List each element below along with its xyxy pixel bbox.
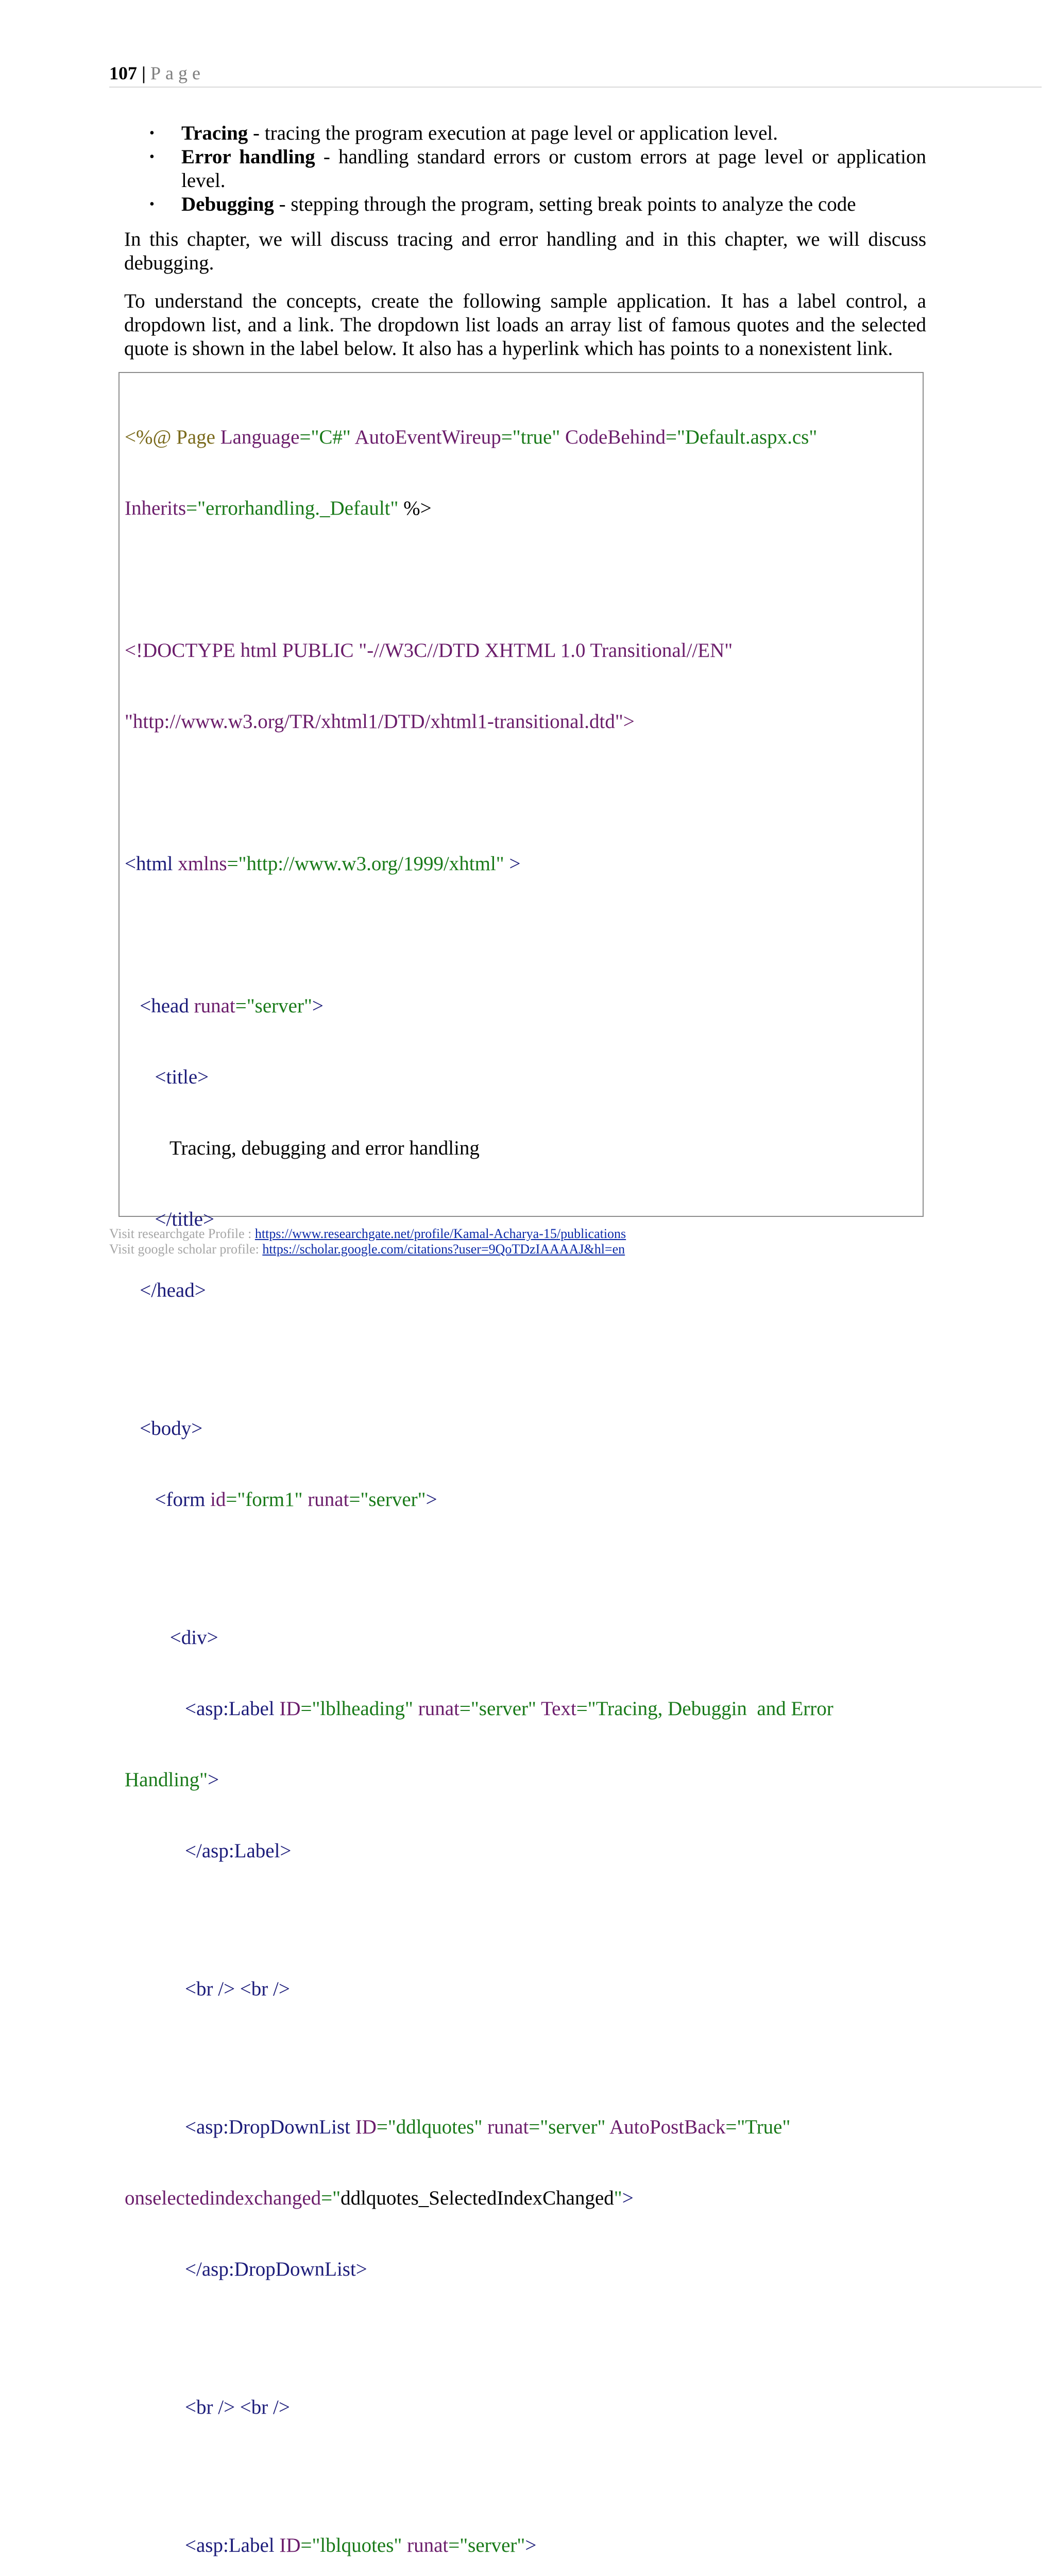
code-line: <title>: [125, 1066, 209, 1088]
bullet-icon: •: [149, 196, 155, 212]
code-line: </head>: [125, 1279, 206, 1301]
page-label: Page: [150, 63, 205, 83]
code-line: onselectedindexchanged="ddlquotes_SelectedIndexChanged">: [125, 2187, 634, 2209]
scholar-label: Visit google scholar profile:: [109, 1242, 263, 1257]
researchgate-line: [109, 1226, 985, 1242]
list-item-term: Debugging: [181, 193, 274, 215]
researchgate-link[interactable]: https://www.researchgate.net/profile/Kamal-Acharya-15/publications: [254, 1226, 626, 1241]
page-footer: [109, 1226, 985, 1257]
bullet-icon: •: [149, 149, 155, 165]
bullet-icon: •: [149, 125, 155, 141]
page-header: [109, 61, 1042, 88]
list-item-term: Tracing: [181, 122, 248, 144]
list-item-text: - tracing the program execution at page level or application level.: [248, 122, 778, 144]
page-number: 107: [109, 63, 137, 83]
code-line: Inherits="errorhandling._Default" %>: [125, 497, 432, 519]
code-line: <div>: [125, 1626, 218, 1649]
code-line: <br /> <br />: [125, 1978, 290, 2000]
code-line: <asp:DropDownList ID="ddlquotes" runat="server" AutoPostBack="True": [125, 2116, 791, 2138]
scholar-link[interactable]: https://scholar.google.com/citations?user=9QoTDzIAAAAJ&hl=en: [262, 1242, 625, 1257]
code-line: <!DOCTYPE html PUBLIC "-//W3C//DTD XHTML 1.0 Transitional//EN": [125, 639, 733, 662]
list-item-term: Error handling: [181, 146, 315, 168]
header-separator: |: [142, 63, 146, 83]
list-item: [149, 122, 926, 145]
feature-list: [149, 122, 926, 216]
code-line: <body>: [125, 1417, 203, 1439]
code-line: <br /> <br />: [125, 2396, 290, 2418]
code-line: Tracing, debugging and error handling: [125, 1137, 480, 1159]
list-item: [149, 193, 926, 216]
list-item-text: - handling standard errors or custom errors at page level or application level.: [181, 146, 926, 192]
intro-paragraph: In this chapter, we will discuss tracing and error handling and in this chapter, we will discuss debugging.: [124, 228, 926, 274]
code-line: <asp:Label ID="lblquotes" runat="server">: [125, 2534, 537, 2556]
scholar-line: [109, 1242, 985, 1257]
code-line: <html xmlns="http://www.w3.org/1999/xhtml" >: [125, 853, 521, 875]
code-line: "http://www.w3.org/TR/xhtml1/DTD/xhtml1-transitional.dtd">: [125, 710, 635, 733]
code-line: <form id="form1" runat="server">: [125, 1488, 437, 1511]
code-line: <%@ Page Language="C#" AutoEventWireup="true" CodeBehind="Default.aspx.cs": [125, 426, 818, 448]
list-item-text: - stepping through the program, setting break points to analyze the code: [274, 193, 856, 215]
code-line: <asp:Label ID="lblheading" runat="server" Text="Tracing, Debuggin and Error: [125, 1698, 833, 1720]
list-item: [149, 145, 926, 193]
code-line: Handling">: [125, 1769, 219, 1791]
code-line: </title>: [125, 1208, 214, 1230]
code-listing: [125, 378, 917, 2576]
code-line: <head runat="server">: [125, 995, 324, 1017]
code-line: </asp:Label>: [125, 1840, 292, 1862]
researchgate-label: Visit researchgate Profile :: [109, 1226, 255, 1241]
code-line: </asp:DropDownList>: [125, 2258, 367, 2280]
sample-app-paragraph: To understand the concepts, create the following sample application. It has a label control, a dropdown list, and a link. The dropdown list loads an array list of famous quotes and the selected quote is shown in the label below. It also has a hyperlink which has points to a nonexistent link.: [124, 290, 926, 360]
